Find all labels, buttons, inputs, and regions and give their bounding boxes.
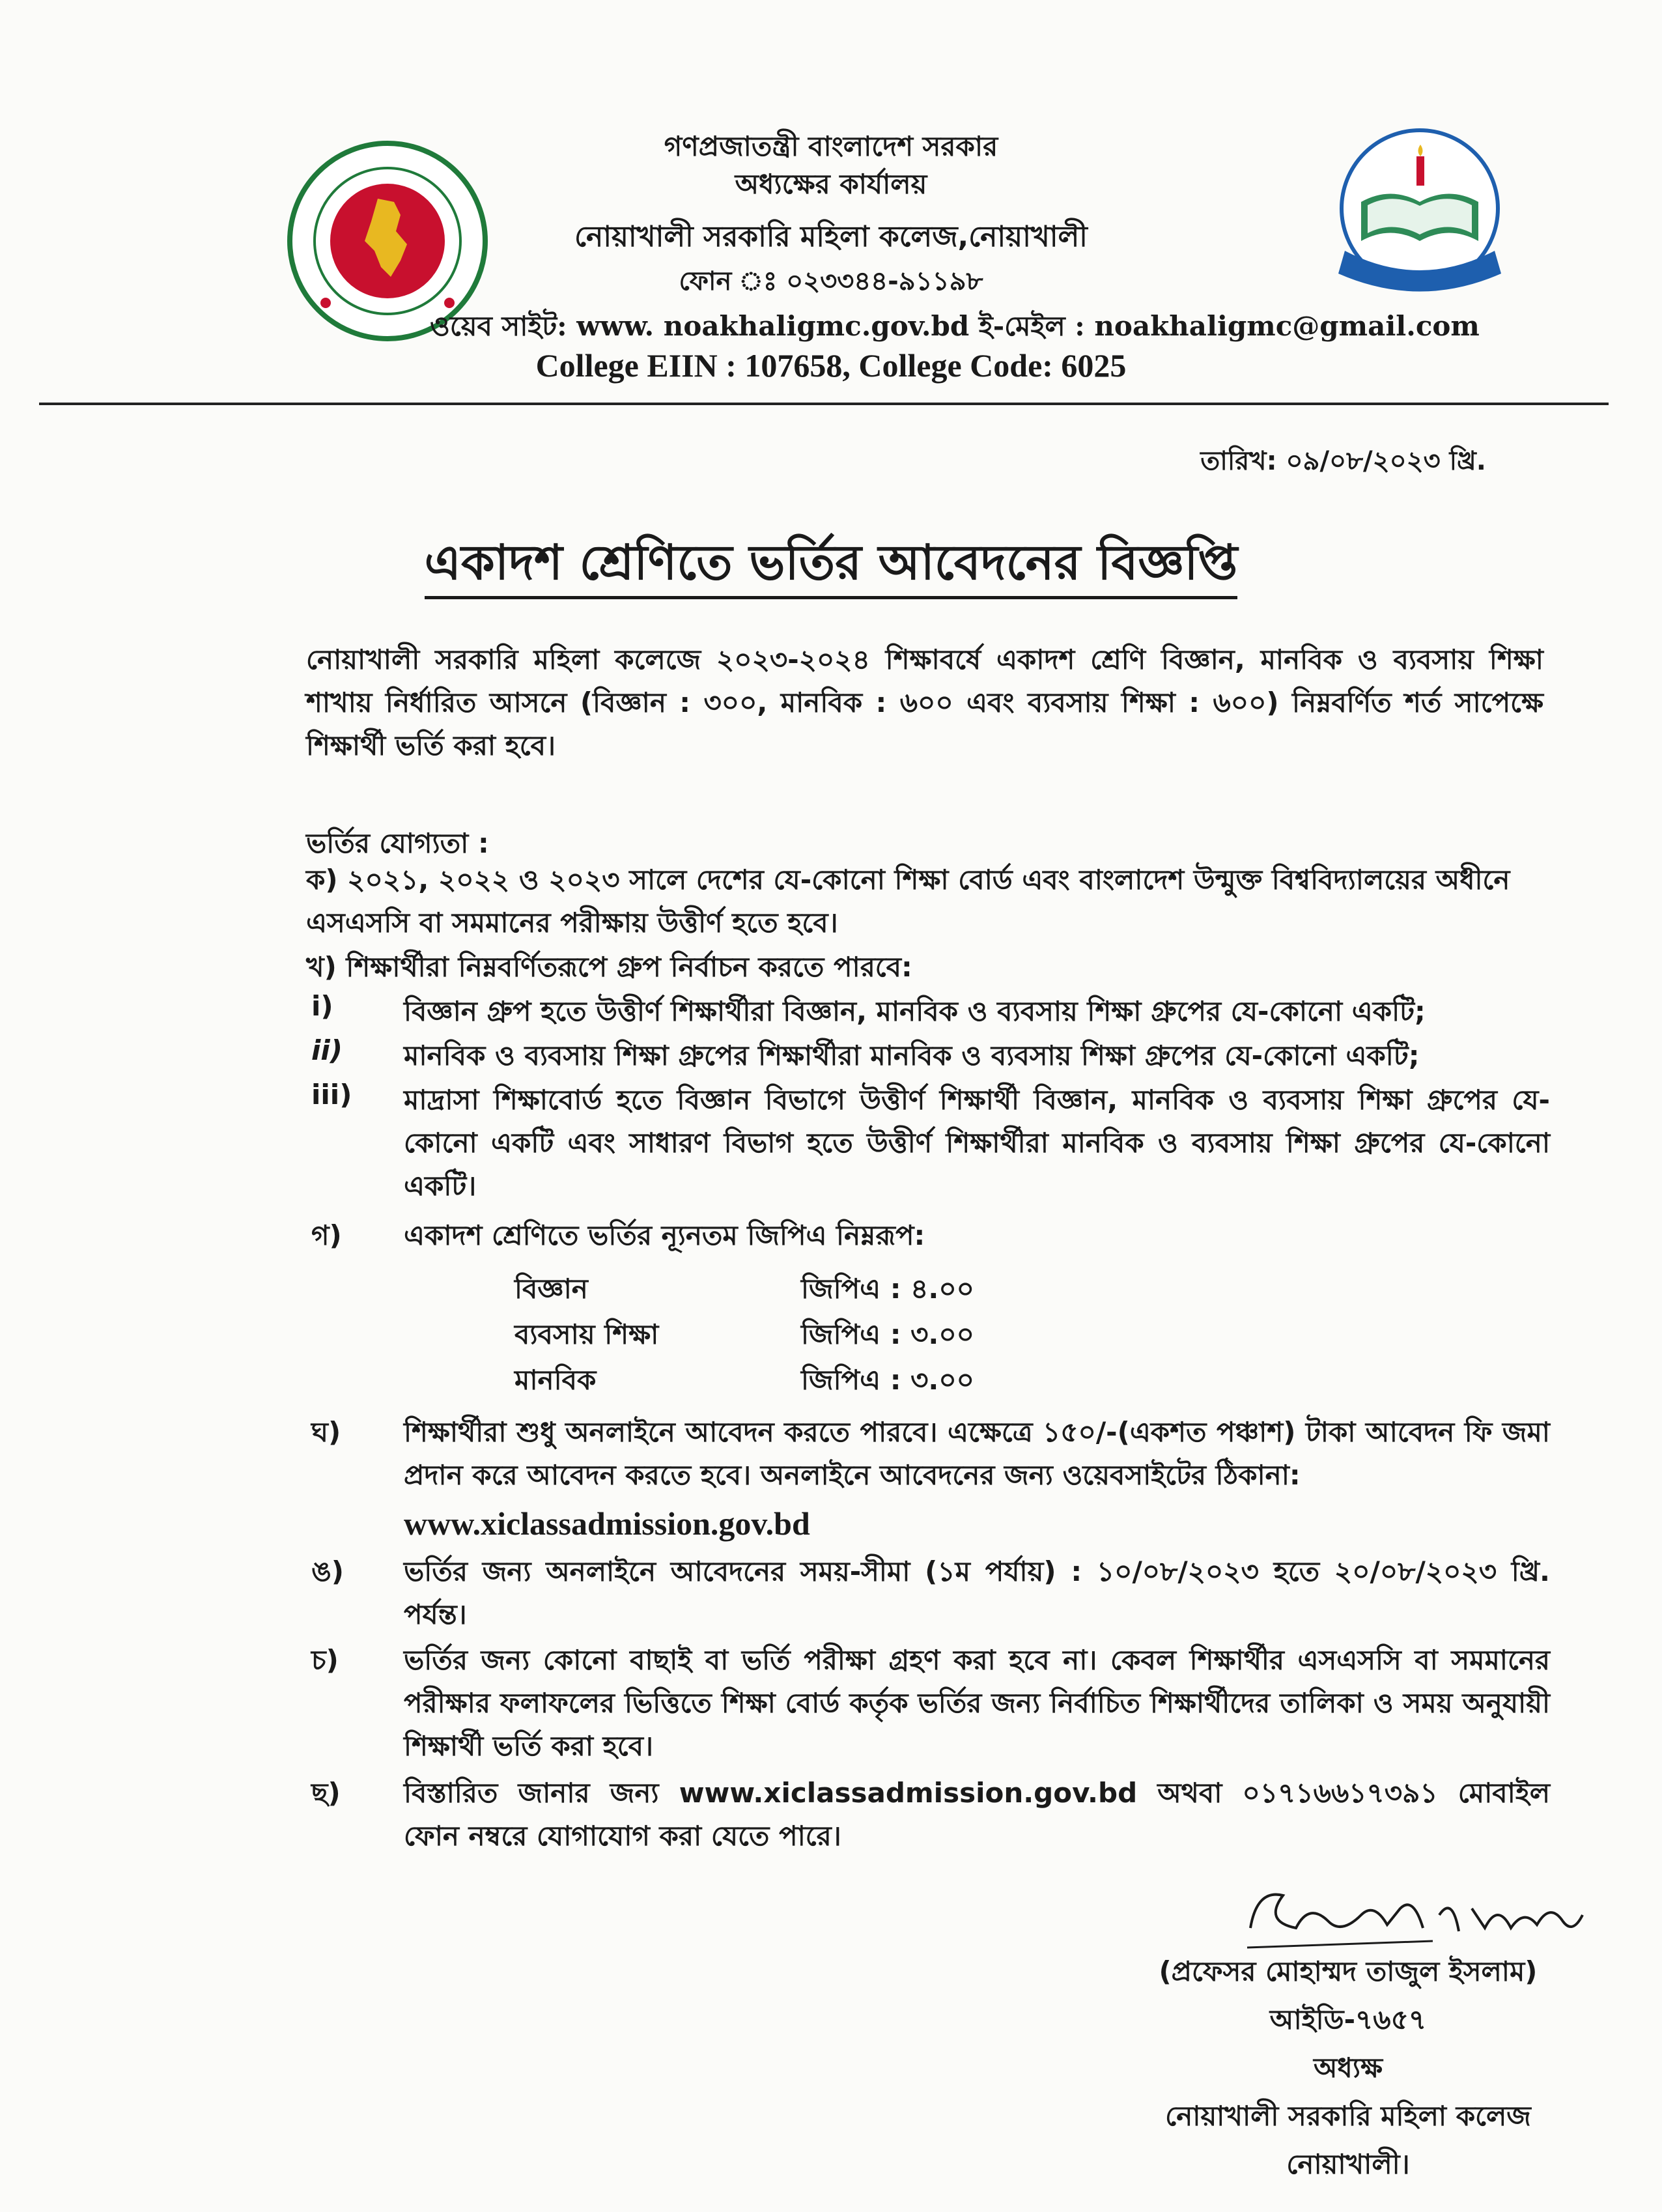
item-chha-text: বিস্তারিত জানার জন্য www.xiclassadmission.gov.bd অথবা ০১৭১৬৬১৭৩৯১ মোবাইল ফোন নম্বরে যোগাযোগ করা যেতে পারে। (404, 1777, 1550, 1852)
roman-mark-1: i) (311, 990, 333, 1022)
item-umo-mark: ঙ) (311, 1555, 344, 1587)
signatory-college: নোয়াখালী সরকারি মহিলা কলেজ (1165, 2100, 1531, 2132)
admission-url: www.xiclassadmission.gov.bd (404, 1505, 810, 1542)
roman-text-3: মাদ্রাসা শিক্ষাবোর্ড হতে বিজ্ঞান বিভাগে উত্তীর্ণ শিক্ষার্থী বিজ্ঞান, মানবিক ও ব্যবসায় শিক্ষা গ্রুপের যে-কোনো একটি এবং সাধারণ বিভাগ হতে উত্তীর্ণ শিক্ষার্থীরা মানবিক ও ব্যবসায় শিক্ষা গ্রুপের যে-কোনো একটি। (404, 1084, 1550, 1202)
gpa-group-2: ব্যবসায় শিক্ষা (514, 1318, 659, 1350)
header-phone: ফোন ঃ ০২৩৩৪৪-৯১১৯৮ (679, 266, 983, 296)
item-umo-text: ভর্তির জন্য অনলাইনে আবেদনের সময়-সীমা (১ম পর্যায়) : ১০/০৮/২০২৩ হতে ২০/০৮/২০২৩ খ্রি. পর্যন্ত। (404, 1555, 1550, 1630)
gpa-value-2: জিপিএ : ৩.০০ (801, 1318, 974, 1350)
handwritten-signature (1237, 1869, 1589, 1961)
intro-paragraph: নোয়াখালী সরকারি মহিলা কলেজে ২০২৩-২০২৪ শিক্ষাবর্ষে একাদশ শ্রেণি বিজ্ঞান, মানবিক ও ব্যবসায় শিক্ষা শাখায় নির্ধারিত আসনে (বিজ্ঞান : ৩০০, মানবিক : ৬০০ এবং ব্যবসায় শিক্ষা : ৬০০) নিম্নবর্ণিত শর্ত সাপেক্ষে শিক্ষার্থী ভর্তি করা হবে। (306, 644, 1543, 761)
gpa-group-3: মানবিক (514, 1364, 597, 1396)
gpa-value-3: জিপিএ : ৩.০০ (801, 1364, 974, 1396)
header-eiin-code: College EIIN : 107658, College Code: 6025 (535, 347, 1127, 384)
notice-title (0, 526, 1662, 606)
header-web-email: ওয়েব সাইট: www. noakhaligmc.gov.bd ই-মেইল : noakhaligmc@gmail.com (430, 310, 1480, 342)
item-cha-text: ভর্তির জন্য কোনো বাছাই বা ভর্তি পরীক্ষা গ্রহণ করা হবে না। কেবল শিক্ষার্থীর এসএসসি বা সমমানের পরীক্ষার ফলাফলের ভিত্তিতে শিক্ষা বোর্ড কর্তৃক ভর্তির জন্য নির্বাচিত শিক্ষার্থীদের তালিকা ও সময় অনুযায়ী শিক্ষার্থী ভর্তি করা হবে। (404, 1644, 1550, 1762)
signatory-role: অধ্যক্ষ (1313, 2052, 1383, 2084)
header-government-line: গণপ্রজাতন্ত্রী বাংলাদেশ সরকার (664, 130, 998, 162)
signatory-place: নোয়াখালী। (1286, 2148, 1410, 2180)
gpa-value-1: জিপিএ : ৪.০০ (801, 1273, 974, 1305)
roman-text-2: মানবিক ও ব্যবসায় শিক্ষা গ্রুপের শিক্ষার্থীরা মানবিক ও ব্যবসায় শিক্ষা গ্রুপের যে-কোনো একটি; (404, 1040, 1420, 1071)
roman-text-1: বিজ্ঞান গ্রুপ হতে উত্তীর্ণ শিক্ষার্থীরা বিজ্ঞান, মানবিক ও ব্যবসায় শিক্ষা গ্রুপের যে-কোনো একটি; (404, 995, 1426, 1027)
signatory-id: আইডি-৭৬৫৭ (1269, 2004, 1427, 2035)
item-ga-text: একাদশ শ্রেণিতে ভর্তির ন্যূনতম জিপিএ নিম্নরূপ: (404, 1219, 925, 1251)
notice-date: তারিখ: ০৯/০৮/২০২৩ খ্রি. (1200, 446, 1486, 476)
item-gha-mark: ঘ) (311, 1416, 341, 1448)
item-kha: খ) শিক্ষার্থীরা নিম্নবর্ণিতরূপে গ্রুপ নির্বাচন করতে পারবে: (306, 951, 912, 983)
item-cha-mark: চ) (311, 1644, 339, 1676)
gpa-group-1: বিজ্ঞান (514, 1273, 588, 1305)
signature-block (1068, 1948, 1628, 2189)
item-ga-mark: গ) (311, 1219, 342, 1251)
header-college-name: নোয়াখালী সরকারি মহিলা কলেজ,নোয়াখালী (574, 220, 1088, 253)
signatory-name: (প্রফেসর মোহাম্মদ তাজুল ইসলাম) (1159, 1955, 1538, 1987)
eligibility-heading: ভর্তির যোগ্যতা : (306, 827, 489, 859)
notice-title-text: একাদশ শ্রেণিতে ভর্তির আবেদনের বিজ্ঞপ্তি (425, 535, 1238, 599)
item-ka: ক) ২০২১, ২০২২ ও ২০২৩ সালে দেশের যে-কোনো শিক্ষা বোর্ড এবং বাংলাদেশ উন্মুক্ত বিশ্ববিদ্যালয়ের অধীনে এসএসসি বা সমমানের পরীক্ষায় উত্তীর্ণ হতে হবে। (306, 864, 1510, 939)
item-chha-mark: ছ) (311, 1777, 341, 1809)
roman-mark-2: ii) (311, 1034, 343, 1066)
header-office-line: অধ্যক্ষের কার্যালয় (735, 168, 927, 200)
header-divider (39, 403, 1609, 405)
roman-mark-3: iii) (311, 1079, 352, 1111)
item-gha-text: শিক্ষার্থীরা শুধু অনলাইনে আবেদন করতে পারবে। এক্ষেত্রে ১৫০/-(একশত পঞ্চাশ) টাকা আবেদন ফি জমা প্রদান করে আবেদন করতে হবে। অনলাইনে আবেদনের জন্য ওয়েবসাইটের ঠিকানা: (404, 1416, 1550, 1491)
